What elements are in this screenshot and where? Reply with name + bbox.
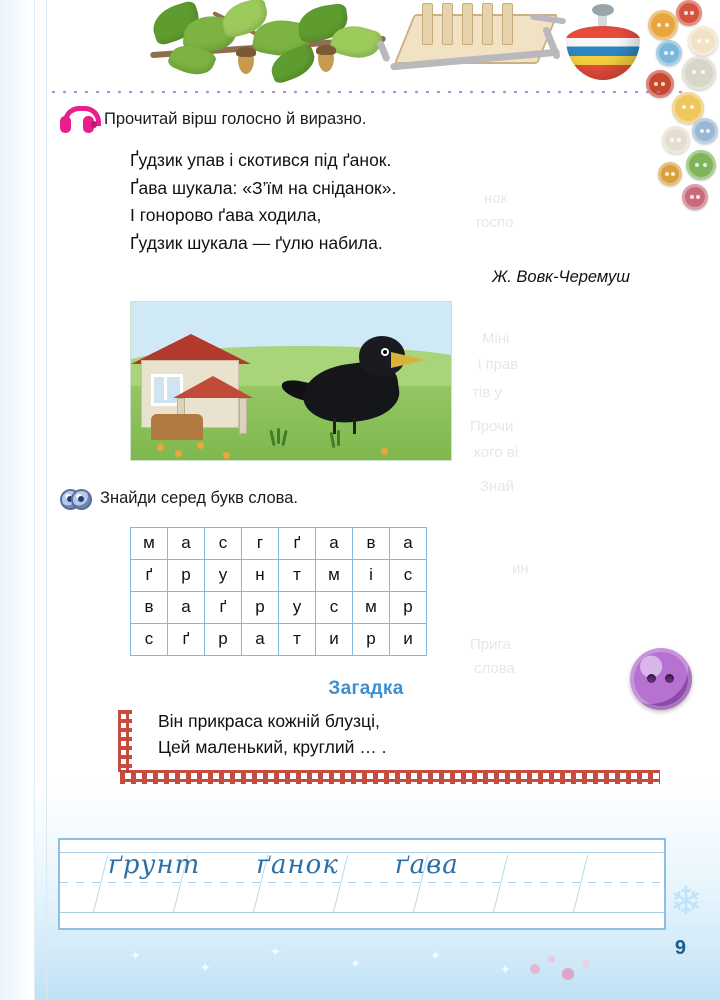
grid-cell[interactable]: а (242, 623, 279, 655)
grid-cell[interactable]: у (205, 559, 242, 591)
ornament-horizontal (120, 770, 660, 784)
poem-line: Ґудзик шукала — ґулю набила. (130, 232, 383, 253)
page-content (60, 104, 672, 784)
grid-cell[interactable]: а (316, 527, 353, 559)
grid-cell[interactable]: а (390, 527, 427, 559)
poem-line: Ґудзик упав і скотився під ґанок. (130, 150, 392, 170)
grid-cell[interactable]: и (316, 623, 353, 655)
pink-dots-decoration (520, 952, 640, 982)
look-icon (60, 485, 90, 513)
grid-row (131, 527, 427, 559)
headphones-icon (60, 105, 94, 135)
grid-cell[interactable]: с (205, 527, 242, 559)
grid-cell[interactable]: с (390, 559, 427, 591)
grid-cell[interactable]: ґ (279, 527, 316, 559)
house-illustration (135, 320, 255, 425)
grid-cell[interactable]: р (242, 591, 279, 623)
ghost-text: Знай (480, 478, 515, 495)
decorative-header-banner (0, 0, 720, 96)
ghost-text: Міні (482, 330, 510, 347)
letter-grid[interactable] (130, 527, 427, 656)
ornament-vertical (118, 710, 132, 772)
oak-branch-decoration (150, 2, 410, 88)
riddle-line: Він прикраса кожній блузці, (158, 710, 380, 731)
grid-cell[interactable]: р (390, 591, 427, 623)
handwriting-word: ґава (394, 850, 459, 880)
page-spine (0, 0, 35, 1000)
grid-cell[interactable]: ґ (131, 559, 168, 591)
sparkles-decoration: ✦ ✦ ✦ ✦ ✦ ✦ (130, 944, 511, 977)
crow-illustration (281, 330, 433, 438)
grid-cell[interactable]: р (205, 623, 242, 655)
poem-line: І гонорово ґава ходила, (130, 205, 322, 226)
grid-row (131, 591, 427, 623)
grid-cell[interactable]: м (131, 527, 168, 559)
grid-row (131, 559, 427, 591)
dotted-divider (48, 88, 688, 96)
grid-cell[interactable]: м (316, 559, 353, 591)
ghost-text: тів у (472, 384, 502, 401)
purple-button-illustration (630, 648, 692, 710)
grid-cell[interactable]: а (168, 527, 205, 559)
snowflake-icon: ❄ (669, 880, 703, 924)
ghost-text: кого ві (474, 444, 519, 461)
crow-and-house-illustration (130, 301, 452, 461)
ghost-text: ин (512, 560, 529, 577)
ghost-text: і прав (478, 356, 519, 373)
handwriting-practice-area[interactable] (58, 838, 666, 930)
task-find-words (60, 483, 672, 656)
grid-cell[interactable]: г (242, 527, 279, 559)
grid-cell[interactable]: н (242, 559, 279, 591)
ghost-text: госпо (476, 214, 514, 231)
task-instruction: Знайди серед букв слова. (100, 488, 299, 507)
riddle-line: Цей маленький, круглий … . (158, 736, 387, 757)
grid-cell[interactable]: ґ (168, 623, 205, 655)
handwriting-words (60, 850, 712, 880)
poem-author: Ж. Вовк-Черемуш (492, 267, 630, 286)
grid-cell[interactable]: в (131, 591, 168, 623)
grid-row (131, 623, 427, 655)
letter-grid-wrapper (130, 527, 672, 656)
sled-decoration (380, 0, 580, 80)
grid-cell[interactable]: а (168, 591, 205, 623)
grid-cell[interactable]: р (353, 623, 390, 655)
grid-cell[interactable]: т (279, 623, 316, 655)
ghost-text: Прига (470, 636, 511, 653)
handwriting-word: ґанок (256, 850, 339, 880)
grid-cell[interactable]: р (168, 559, 205, 591)
grid-cell[interactable]: ґ (205, 591, 242, 623)
riddle-title: Загадка (328, 677, 404, 699)
grid-cell[interactable]: м (353, 591, 390, 623)
grid-cell[interactable]: і (353, 559, 390, 591)
grid-cell[interactable]: т (279, 559, 316, 591)
page-number: 9 (674, 937, 686, 959)
ghost-text: Прочи (470, 418, 514, 435)
task-instruction: Прочитай вірш голосно й виразно. (104, 110, 367, 128)
task-read-poem (60, 104, 672, 461)
grid-cell[interactable]: в (353, 527, 390, 559)
well-illustration (151, 414, 203, 440)
grid-cell[interactable]: у (279, 591, 316, 623)
ghost-text: слова (474, 660, 515, 677)
grid-cell[interactable]: с (131, 623, 168, 655)
spine-line (46, 0, 47, 1000)
handwriting-word: ґрунт (108, 850, 201, 880)
poem (130, 147, 672, 258)
ghost-text: нок (484, 190, 508, 207)
grid-cell[interactable]: с (316, 591, 353, 623)
poem-line: Ґава шукала: «З’їм на сніданок». (130, 177, 397, 198)
grid-cell[interactable]: и (390, 623, 427, 655)
riddle-block (60, 708, 672, 761)
spinning-top-decoration (560, 8, 648, 88)
